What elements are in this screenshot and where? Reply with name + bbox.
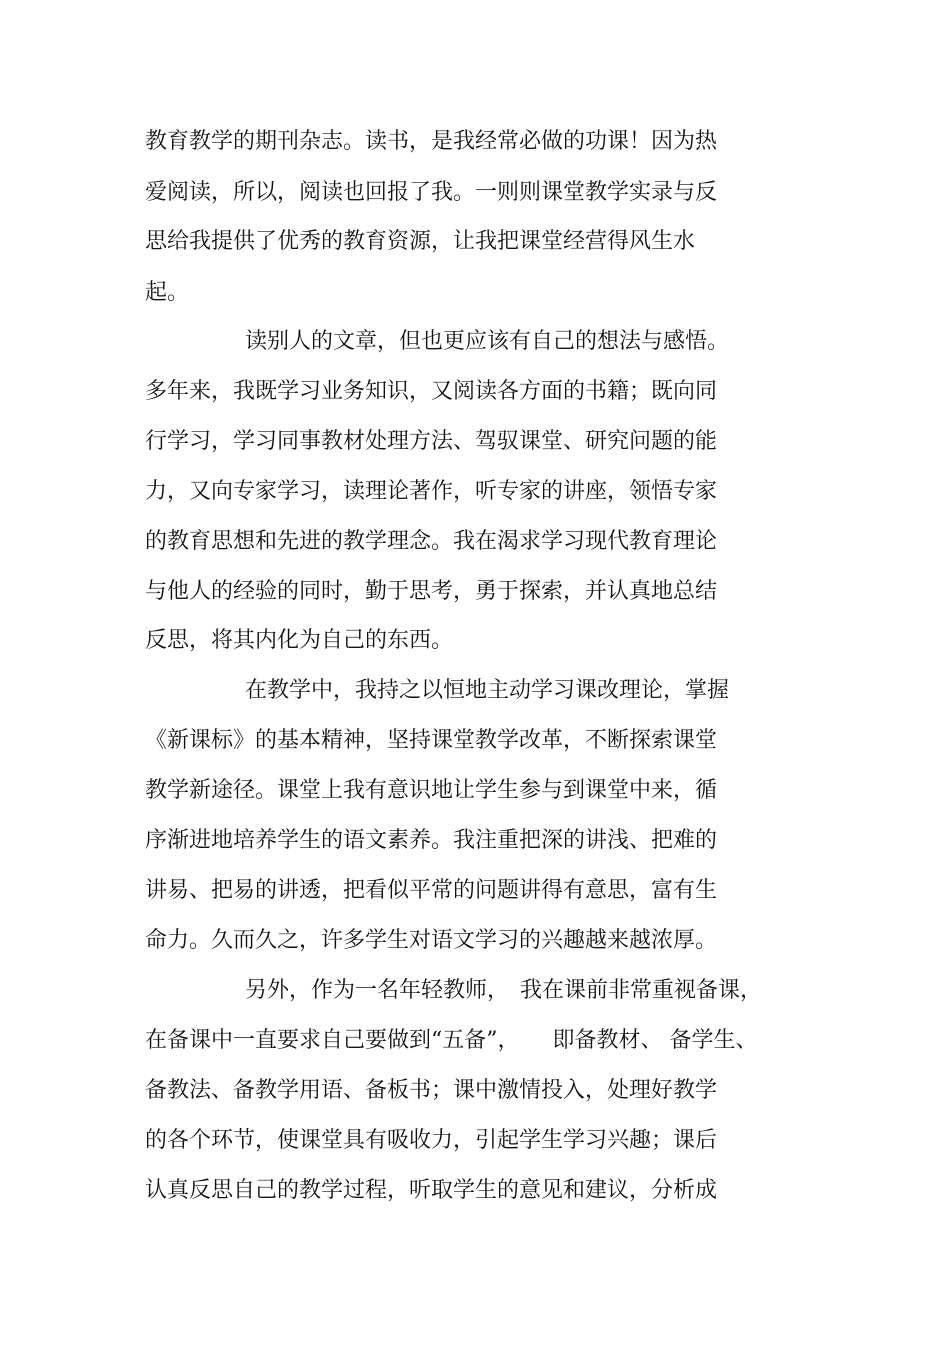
paragraph-first-line: 读别人的文章，但也更应该有自己的想法与感悟。 (245, 329, 730, 354)
text-line: 反思，将其内化为自己的东西。 (145, 628, 454, 653)
text-line: 多年来，我既学习业务知识，又阅读各方面的书籍；既向同 (145, 379, 718, 404)
text-line: 认真反思自己的教学过程，听取学生的意见和建议，分析成 (145, 1178, 718, 1203)
text-line: 起。 (145, 280, 190, 305)
text-line: 思给我提供了优秀的教育资源，让我把课堂经营得风生水 (145, 229, 696, 254)
text-line: 备教法、备教学用语、备板书；课中激情投入，处理好教学 (145, 1078, 718, 1103)
text-line: 爱阅读，所以，阅读也回报了我。一则则课堂教学实录与反 (145, 180, 718, 205)
text-line: 行学习，学习同事教材处理方法、驾驭课堂、研究问题的能 (145, 429, 718, 454)
text-line: 力，又向专家学习，读理论著作，听专家的讲座，领悟专家 (145, 479, 718, 504)
text-line: 讲易、把易的讲透，把看似平常的问题讲得有意思，富有生 (145, 878, 718, 903)
paragraph-first-line: 在教学中，我持之以恒地主动学习课改理论，掌握 (245, 678, 730, 703)
text-line: 《新课标》的基本精神，坚持课堂教学改革，不断探索课堂 (145, 728, 718, 753)
text-line: 教育教学的期刊杂志。读书，是我经常必做的功课！因为热 (145, 129, 718, 154)
text-line: 命力。久而久之，许多学生对语文学习的兴趣越来越浓厚。 (145, 928, 718, 953)
paragraph-first-line: 另外，作为一名年轻教师， 我在课前非常重视备课， (245, 978, 763, 1003)
text-line: 在备课中一直要求自己要做到“五备”， 即备教材、 备学生、 (145, 1028, 758, 1053)
text-line: 序渐进地培养学生的语文素养。我注重把深的讲浅、把难的 (145, 828, 718, 853)
text-line: 教学新途径。课堂上我有意识地让学生参与到课堂中来，循 (145, 778, 718, 803)
text-line: 的各个环节，使课堂具有吸收力，引起学生学习兴趣；课后 (145, 1128, 718, 1153)
text-line: 的教育思想和先进的教学理念。我在渴求学习现代教育理论 (145, 529, 718, 554)
text-line: 与他人的经验的同时，勤于思考，勇于探索，并认真地总结 (145, 579, 718, 604)
